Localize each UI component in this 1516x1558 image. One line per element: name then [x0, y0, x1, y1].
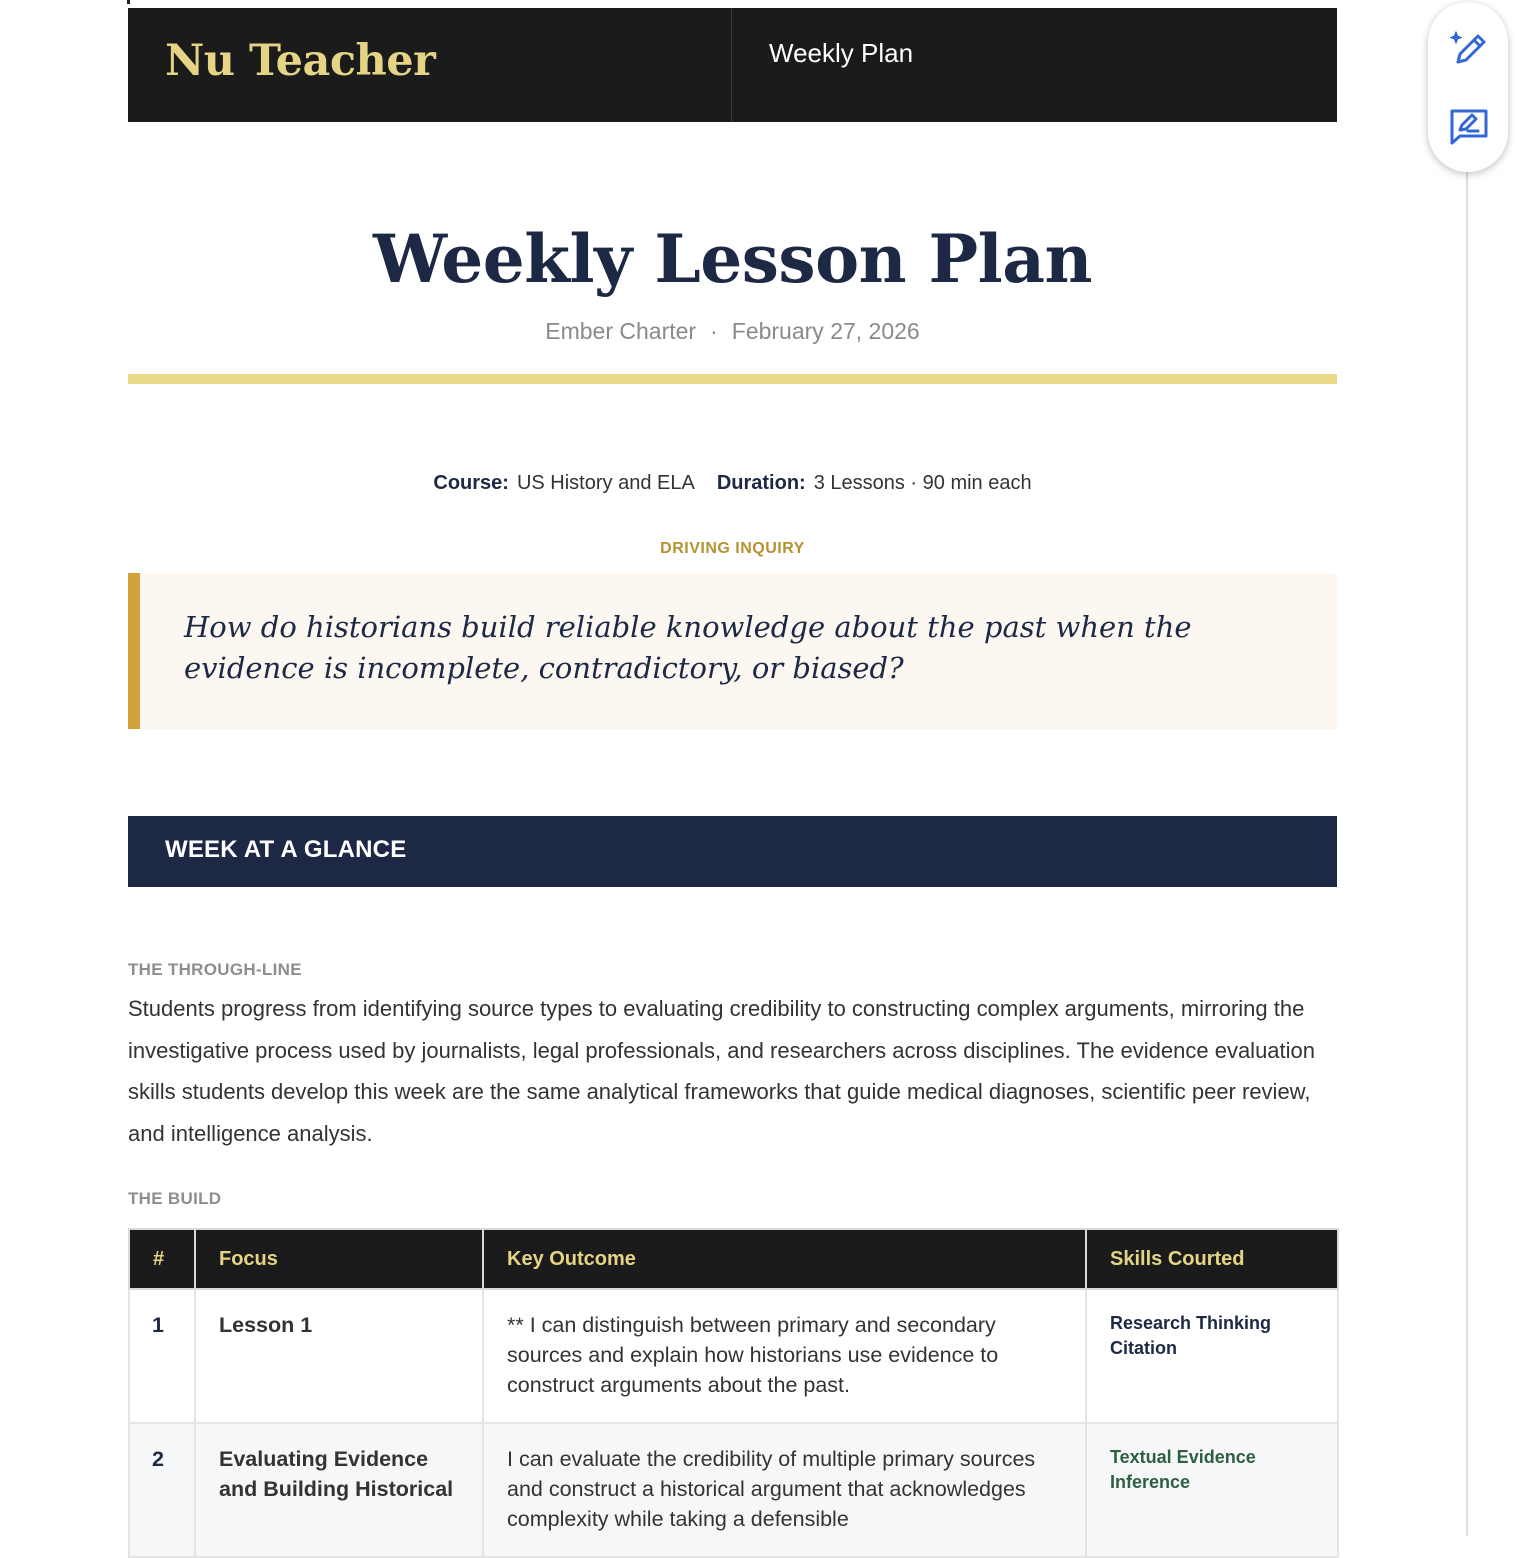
magic-pen-icon[interactable] — [1448, 26, 1490, 68]
driving-inquiry-box — [128, 573, 1337, 729]
duration-label: Duration: — [716, 472, 806, 494]
subtitle-separator: · — [710, 318, 718, 344]
brand-name: Nu Teacher — [165, 36, 436, 86]
lesson-focus: Lesson 1 — [195, 1289, 483, 1423]
document-header — [128, 8, 1337, 122]
column-header-number: # — [129, 1229, 195, 1289]
table-row — [129, 1289, 1338, 1423]
feedback-edit-icon[interactable] — [1448, 106, 1490, 148]
document-date: February 27, 2026 — [731, 318, 920, 344]
build-table — [128, 1228, 1339, 1558]
school-name: Ember Charter — [545, 318, 697, 344]
lesson-outcome: ** I can distinguish between primary and secondary sources and explain how historians use evidence to construct arguments about the past. — [483, 1289, 1086, 1423]
skill-tag: Textual Evidence — [1110, 1447, 1256, 1467]
side-toolbar — [1428, 2, 1508, 172]
header-label: Weekly Plan — [769, 38, 914, 68]
column-header-outcome: Key Outcome — [483, 1229, 1086, 1289]
duration-value: 3 Lessons · 90 min each — [813, 472, 1032, 494]
text-cursor — [127, 0, 130, 4]
page-subtitle — [128, 318, 1337, 345]
lesson-skills — [1086, 1289, 1338, 1423]
column-header-skills: Skills Courted — [1086, 1229, 1338, 1289]
driving-inquiry-question: How do historians build reliable knowledge about the past when the evidence is incomplete, contradictory, or biased? — [184, 610, 1192, 685]
lesson-number: 1 — [129, 1289, 195, 1423]
title-divider — [128, 374, 1337, 384]
header-label-cell — [732, 8, 1337, 122]
column-header-focus: Focus — [195, 1229, 483, 1289]
through-line-text: Students progress from identifying source types to evaluating credibility to constructing complex arguments, mirroring the investigative process used by journalists, legal professionals, and researchers across disciplines. The evidence evaluation skills students develop this week are the same analytical frameworks that guide medical diagnoses, scientific peer review, and intelligence analysis. — [128, 996, 1316, 1146]
lesson-outcome: I can evaluate the credibility of multiple primary sources and construct a historical argument that acknowledges complexity while taking a defensible — [483, 1423, 1086, 1557]
course-label: Course: — [433, 472, 509, 494]
lesson-focus: Evaluating Evidence and Building Historical — [195, 1423, 483, 1557]
skill-tag: Inference — [1110, 1472, 1191, 1492]
skill-tag: Research Thinking — [1110, 1313, 1272, 1333]
through-line-label: THE THROUGH-LINE — [128, 960, 302, 979]
driving-inquiry-label: DRIVING INQUIRY — [660, 540, 805, 557]
build-label: THE BUILD — [128, 1189, 222, 1208]
table-row — [129, 1423, 1338, 1557]
table-header-row — [129, 1229, 1338, 1289]
course-value: US History and ELA — [516, 472, 695, 494]
course-meta — [128, 472, 1337, 495]
section-title: WEEK AT A GLANCE — [165, 836, 407, 863]
lesson-skills — [1086, 1423, 1338, 1557]
lesson-number: 2 — [129, 1423, 195, 1557]
section-header — [128, 816, 1337, 887]
side-panel-divider — [1466, 170, 1468, 1536]
page-title: Weekly Lesson Plan — [373, 220, 1092, 298]
brand-cell — [128, 8, 732, 122]
skill-tag: Citation — [1110, 1338, 1177, 1358]
